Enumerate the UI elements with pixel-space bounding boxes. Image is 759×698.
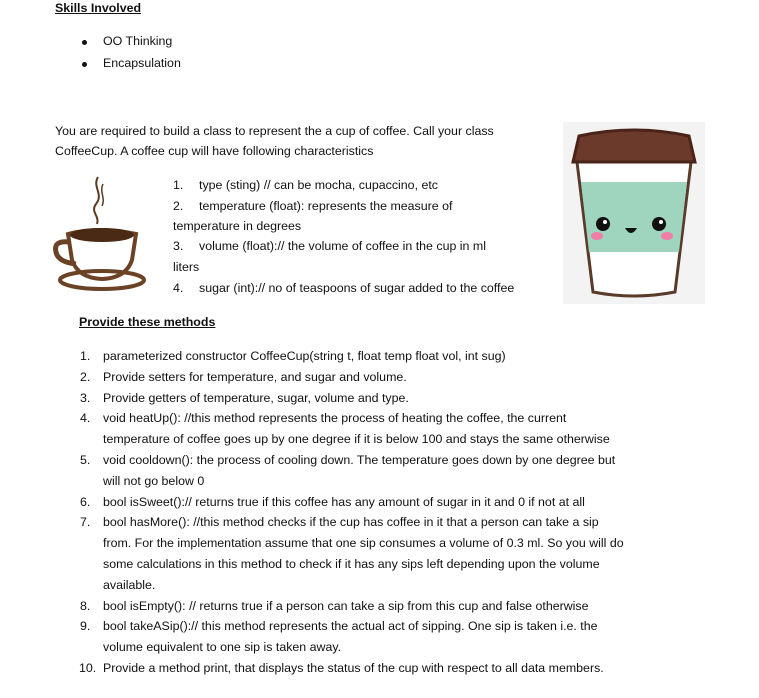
intro-line: You are required to build a class to represent the a cup of coffee. Call your class bbox=[55, 124, 494, 138]
method-text: bool takeASip():// this method represents the actual act of sipping. One sip is taken i.e. the bbox=[103, 619, 598, 634]
skills-heading: Skills Involved bbox=[55, 1, 142, 15]
char-text: temperature (float): represents the measure of bbox=[199, 199, 453, 213]
char-text-cont: temperature in degrees bbox=[173, 219, 302, 233]
bullet bbox=[82, 40, 87, 45]
method-num: 2. bbox=[80, 369, 91, 384]
method-text: parameterized constructor CoffeeCup(string t, float temp float vol, int sug) bbox=[103, 349, 506, 363]
method-num: 3. bbox=[80, 390, 91, 405]
char-text-cont: liters bbox=[173, 260, 200, 274]
method-text: from. For the implementation assume that one sip consumes a volume of 0.3 ml. So you will do bbox=[103, 536, 624, 551]
method-text: volume equivalent to one sip is taken away. bbox=[103, 640, 342, 655]
method-num: 4. bbox=[80, 411, 91, 426]
method-text: void cooldown(): the process of cooling down. The temperature goes down by one degree but bbox=[103, 453, 616, 467]
char-text: type (sting) // can be mocha, cupaccino, etc bbox=[199, 178, 438, 192]
bullet bbox=[82, 62, 87, 67]
method-text: temperature of coffee goes up by one degree if it is below 100 and stays the same otherwise bbox=[103, 432, 610, 447]
method-text: available. bbox=[103, 577, 156, 592]
method-text: bool hasMore(): //this method checks if the cup has coffee in it that a person can take a sip bbox=[103, 515, 599, 530]
char-num: 4. bbox=[173, 281, 184, 295]
method-text: Provide a method print, that displays the status of the cup with respect to all data members. bbox=[103, 661, 604, 675]
skill-item: OO Thinking bbox=[103, 34, 173, 48]
char-text: sugar (int):// no of teaspoons of sugar added to the coffee bbox=[199, 281, 515, 295]
method-text: void heatUp(): //this method represents the process of heating the coffee, the current bbox=[103, 411, 567, 426]
char-num: 1. bbox=[173, 178, 184, 192]
hot-coffee-cup-image bbox=[48, 172, 148, 294]
method-text: bool isSweet():// returns true if this coffee has any amount of sugar in it and 0 if not at all bbox=[103, 494, 585, 509]
method-num: 9. bbox=[80, 619, 91, 634]
char-num: 2. bbox=[173, 199, 184, 213]
method-text: will not go below 0 bbox=[103, 473, 205, 488]
method-num: 7. bbox=[80, 515, 91, 530]
method-num: 1. bbox=[80, 349, 91, 363]
method-text: some calculations in this method to check if it has any sips left depending upon the volume bbox=[103, 557, 600, 571]
method-num: 10. bbox=[79, 661, 97, 675]
intro-line: CoffeeCup. A coffee cup will have following characteristics bbox=[55, 144, 374, 158]
method-num: 6. bbox=[80, 494, 91, 509]
method-text: Provide setters for temperature, and sugar and volume. bbox=[103, 369, 407, 384]
char-num: 3. bbox=[173, 239, 184, 253]
methods-heading: Provide these methods bbox=[79, 315, 216, 329]
char-text: volume (float):// the volume of coffee in the cup in ml bbox=[199, 239, 486, 253]
method-num: 5. bbox=[80, 453, 91, 467]
method-text: Provide getters of temperature, sugar, volume and type. bbox=[103, 390, 409, 405]
skill-item: Encapsulation bbox=[103, 56, 181, 70]
kawaii-coffee-cup-image bbox=[563, 122, 705, 304]
method-text: bool isEmpty(): // returns true if a person can take a sip from this cup and false otherwise bbox=[103, 598, 589, 613]
method-num: 8. bbox=[80, 598, 91, 613]
